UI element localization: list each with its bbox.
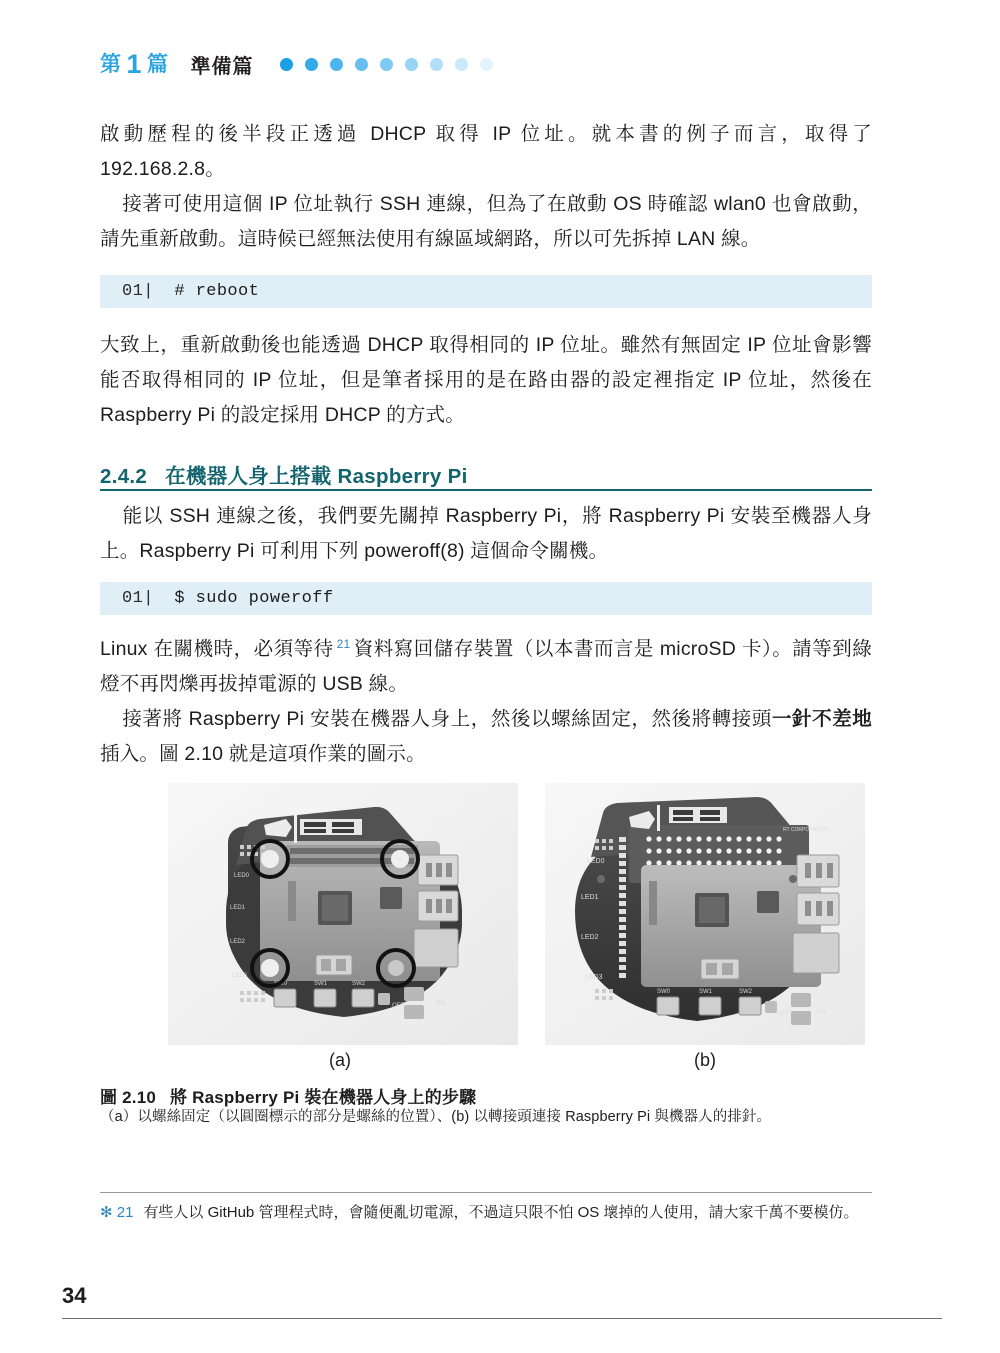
paragraph-mount-text-b: 插入。圖 2.10 就是這項作業的圖示。 [100, 743, 426, 765]
board-photo-a [168, 783, 518, 1045]
code-block-poweroff [100, 582, 872, 615]
svg-text:OFF: OFF [392, 1003, 404, 1009]
header-section-title: 準備篇 [190, 55, 254, 78]
code-line-number: 01| [122, 589, 154, 608]
paragraph-mount-emphasis: 一針不差地 [771, 708, 872, 730]
header-dot-2 [305, 58, 318, 71]
paragraph-boot-dhcp [100, 117, 872, 187]
section-heading-rule [100, 489, 872, 491]
figure-sublabel-b: (b) [694, 1050, 716, 1070]
header-chapter-unit: 篇 [147, 52, 169, 76]
header-dot-8 [455, 58, 468, 71]
svg-text:SW1: SW1 [699, 989, 713, 995]
figure-caption-text: 將 Raspberry Pi 裝在機器人身上的步驟 [170, 1088, 477, 1107]
section-heading-number: 2.4.2 [100, 465, 148, 488]
page-number: 34 [62, 1283, 87, 1308]
svg-text:ON: ON [436, 1001, 445, 1007]
paragraph-mount-instructions [100, 702, 872, 772]
svg-text:SW1: SW1 [314, 981, 328, 987]
svg-text:LED1: LED1 [230, 905, 246, 911]
figure-2-10 [100, 783, 872, 1045]
footnote-divider [100, 1192, 872, 1193]
svg-text:SW0: SW0 [274, 981, 288, 987]
header-chapter-word: 第 [100, 52, 122, 76]
paragraph-static-ip [100, 328, 872, 433]
paragraph-shutdown-wait-text-a: Linux 在關機時，必須等待 [100, 638, 334, 660]
paragraph-poweroff-text: 能以 SSH 連線之後，我們要先關掉 Raspberry Pi，將 Raspberry Pi 安裝至機器人身上。Raspberry Pi 可利用下列 poweroff(8) 這個命令關機。 [100, 505, 872, 562]
figure-image-a [168, 783, 518, 1045]
header-dot-9 [480, 58, 493, 71]
paragraph-shutdown-wait [100, 632, 872, 702]
svg-text:RT CORPORATION: RT CORPORATION [783, 827, 828, 833]
section-heading-2-4-2 [100, 459, 872, 489]
code-command: # reboot [174, 282, 260, 301]
svg-text:ON: ON [817, 1009, 826, 1015]
header-dot-4 [355, 58, 368, 71]
footnote-reference-21[interactable]: 21 [336, 636, 351, 651]
header-dot-6 [405, 58, 418, 71]
footnote-text: 有些人以 GitHub 管理程式時，會隨便亂切電源，不過這只限不怕 OS 壞掉的人使用，請大家千萬不要模仿。 [143, 1204, 859, 1221]
svg-text:LED0: LED0 [587, 858, 605, 865]
paragraph-poweroff [100, 499, 872, 569]
section-heading-title: 在機器人身上搭載 Raspberry Pi [165, 465, 468, 488]
svg-text:LED2: LED2 [581, 934, 599, 941]
page-bottom-rule [62, 1318, 942, 1319]
figure-caption-detail: （a）以螺絲固定（以圓圈標示的部分是螺絲的位置）、(b) 以轉接頭連接 Raspberry Pi 與機器人的排針。 [100, 1109, 772, 1125]
header-dot-5 [380, 58, 393, 71]
header-dot-7 [430, 58, 443, 71]
svg-text:LED1: LED1 [581, 894, 599, 901]
code-line-number: 01| [122, 282, 154, 301]
header-dot-decoration [280, 58, 505, 71]
header-dot-3 [330, 58, 343, 71]
svg-text:SW2: SW2 [352, 981, 366, 987]
code-block-reboot [100, 275, 872, 308]
svg-text:OFF: OFF [777, 1011, 789, 1017]
figure-image-b [545, 783, 865, 1045]
figure-sublabel-a: (a) [329, 1050, 351, 1070]
code-command: $ sudo poweroff [174, 589, 334, 608]
svg-text:SW0: SW0 [657, 989, 671, 995]
running-header [100, 48, 505, 80]
svg-text:LED3: LED3 [585, 974, 603, 981]
figure-caption-number: 圖 2.10 [100, 1088, 157, 1107]
header-chapter-number: 1 [126, 48, 143, 79]
paragraph-static-ip-text: 大致上，重新啟動後也能透過 DHCP 取得相同的 IP 位址。雖然有無固定 IP 位址會影響能否取得相同的 IP 位址，但是筆者採用的是在路由器的設定裡指定 IP 位址，然後在 Raspberry Pi 的設定採用 DHCP 的方式。 [100, 334, 872, 426]
svg-text:LED3: LED3 [232, 973, 248, 979]
paragraph-shutdown-wait-text-b: 資料寫回儲存裝置（以本書而言是 microSD 卡）。請等到綠燈不再閃爍再拔掉電源的 USB 線。 [100, 638, 872, 695]
paragraph-ssh-reboot [100, 187, 872, 257]
board-photo-b [545, 783, 865, 1045]
svg-text:LED2: LED2 [230, 939, 246, 945]
paragraph-boot-dhcp-text: 啟動歷程的後半段正透過 DHCP 取得 IP 位址。就本書的例子而言，取得了 192.168.2.8。 [100, 123, 872, 180]
footnote-21 [100, 1200, 872, 1225]
paragraph-ssh-reboot-text: 接著可使用這個 IP 位址執行 SSH 連線，但為了在啟動 OS 時確認 wlan0 也會啟動，請先重新啟動。這時候已經無法使用有線區域網路，所以可先拆掉 LAN 線。 [100, 193, 872, 250]
footnote-marker: ✻ 21 [100, 1204, 134, 1221]
svg-text:LED0: LED0 [234, 873, 250, 879]
paragraph-mount-text-a: 接著將 Raspberry Pi 安裝在機器人身上，然後以螺絲固定，然後將轉接頭 [122, 708, 772, 730]
header-dot-1 [280, 58, 293, 71]
svg-text:SW2: SW2 [739, 989, 753, 995]
